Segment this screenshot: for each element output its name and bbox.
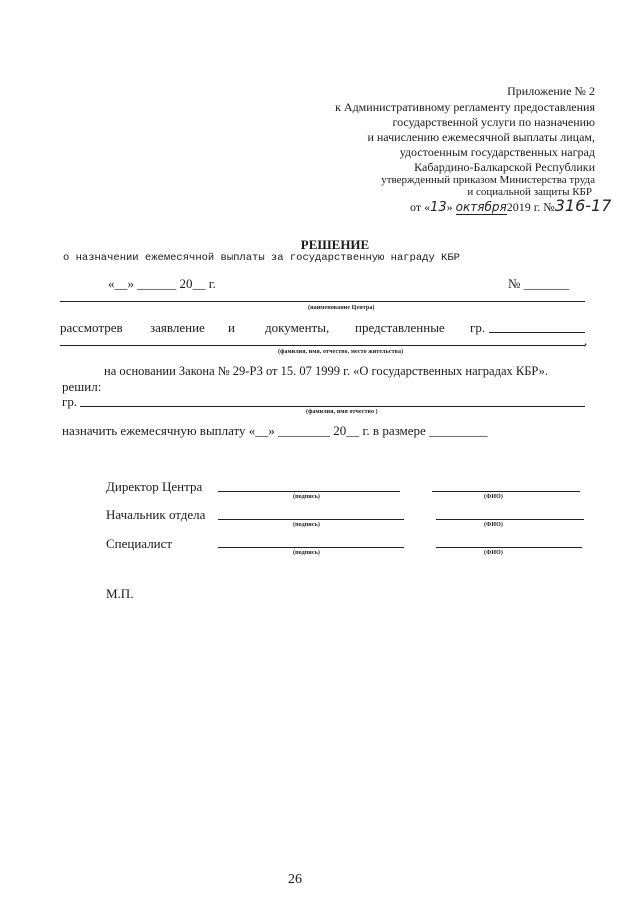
caption-full-name: (фамилия, имя отчество )	[306, 409, 378, 415]
word-application: заявление	[150, 320, 205, 335]
word-citizen: гр.	[470, 320, 486, 335]
header-line-6: Кабардино-Балкарской Республики	[414, 160, 595, 174]
header-line-8: и социальной защиты КБР	[467, 186, 592, 198]
director-signature-line	[218, 491, 400, 492]
center-name-line	[60, 301, 585, 302]
decided-label: решил:	[62, 379, 102, 394]
document-subtitle: о назначении ежемесячной выплаты за государственную награду КБР	[63, 252, 460, 264]
header-line-7: утвержденный приказом Министерства труда	[381, 174, 595, 186]
citizen-name-line-short	[489, 332, 585, 333]
head-signature-line	[218, 519, 404, 520]
head-fio-line	[436, 519, 584, 520]
word-considered: рассмотрев	[60, 320, 123, 335]
signatory-department-head: Начальник отдела	[106, 507, 206, 522]
citizen-label: гр.	[62, 394, 78, 409]
header-line-5: удостоенным государственных наград	[399, 145, 595, 159]
handwritten-number: 316-17	[554, 196, 612, 215]
date-prefix: от «	[410, 200, 431, 214]
caption-head-fio: (ФИО)	[484, 522, 503, 528]
stamp-place: М.П.	[106, 586, 134, 601]
caption-full-name-address: (фамилия, имя, отчество, место жительства)	[278, 349, 404, 355]
director-fio-line	[432, 491, 580, 492]
word-submitted: представленные	[355, 320, 445, 335]
header-line-3: государственной услуги по назначению	[392, 115, 595, 129]
caption-center-name: (наименование Центра)	[308, 305, 375, 311]
approval-date-line	[410, 196, 611, 215]
citizen-full-name-line	[80, 406, 585, 407]
row-end-comma: ,	[584, 333, 588, 348]
decision-date-field: «__» ______ 20__ г.	[108, 276, 216, 291]
word-documents: документы,	[265, 320, 330, 335]
caption-director-fio: (ФИО)	[484, 494, 503, 500]
caption-specialist-signature: (подпись)	[293, 550, 320, 556]
document-title: РЕШЕНИЕ	[300, 237, 370, 252]
caption-head-signature: (подпись)	[293, 522, 320, 528]
specialist-fio-line	[436, 547, 582, 548]
legal-basis: на основании Закона № 29-РЗ от 15. 07 1999 г. «О государственных наградах КБР».	[104, 364, 549, 378]
signatory-specialist: Специалист	[106, 536, 173, 551]
handwritten-day: 13	[430, 200, 447, 215]
caption-director-signature: (подпись)	[293, 494, 320, 500]
date-close: »	[446, 200, 453, 214]
header-line-4: и начислению ежемесячной выплаты лицам,	[367, 130, 595, 144]
header-line-1: Приложение № 2	[507, 84, 595, 98]
header-line-2: к Административному регламенту предоставления	[335, 100, 595, 114]
caption-specialist-fio: (ФИО)	[484, 550, 503, 556]
handwritten-month: октября	[455, 200, 507, 214]
decision-number-field: № _______	[508, 276, 570, 291]
date-year: 2019 г. №	[506, 200, 555, 214]
citizen-address-line	[60, 345, 585, 346]
assign-payment-text: назначить ежемесячную выплату «__» ________ 20__ г. в размере _________	[62, 423, 488, 438]
word-and: и	[228, 320, 235, 335]
specialist-signature-line	[218, 547, 404, 548]
signatory-director: Директор Центра	[106, 479, 203, 494]
page-number: 26	[288, 872, 302, 887]
